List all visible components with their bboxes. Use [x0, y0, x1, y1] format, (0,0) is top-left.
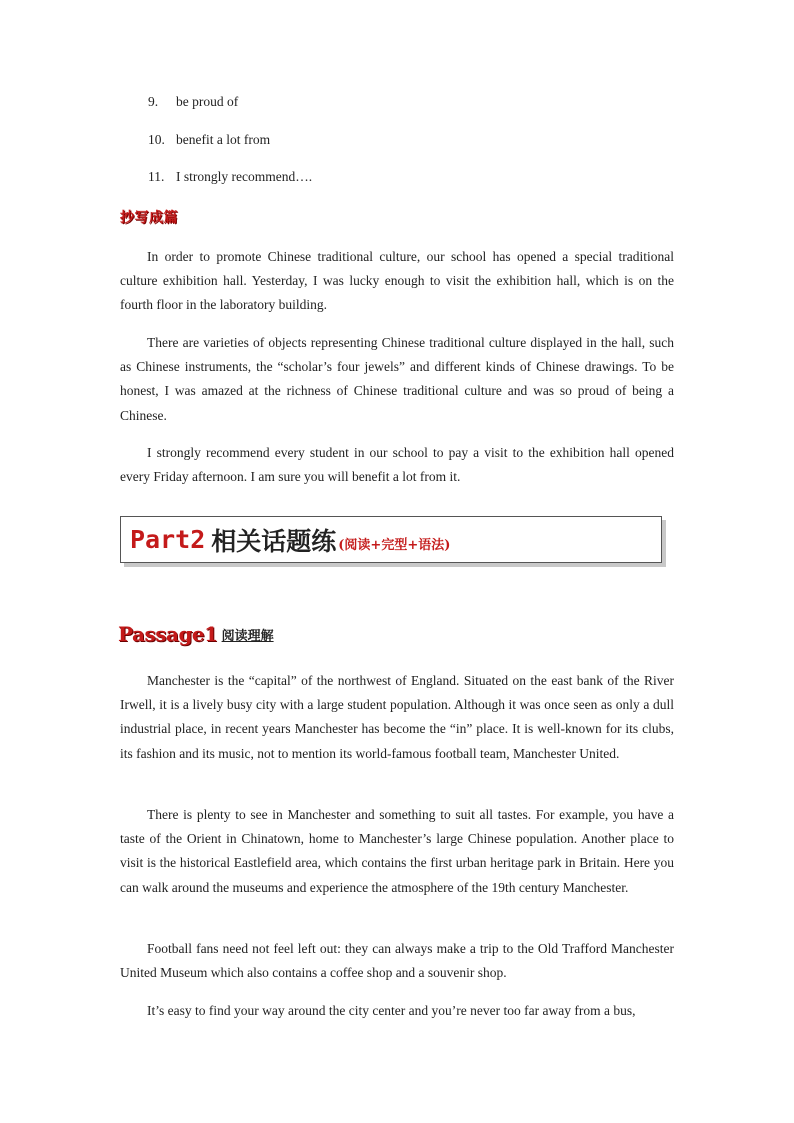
part-subtitle: (阅读+完型+语法) — [338, 538, 451, 553]
essay-paragraph: I strongly recommend every student in our school to pay a visit to the exhibition hall opened every Friday afternoon. I am sure you will benefit a lot from it. — [120, 445, 674, 485]
passage-paragraph: There is plenty to see in Manchester and something to suit all tastes. For example, you have a taste of the Orient in Chinatown, home to Manchester’s large Chinese population. Another place to visit is the historical Eastlefield area, which contains the first urban heritage park in Britain. Here you can walk around the museums and experience the atmosphere of the 19th century Manchester. — [120, 807, 674, 895]
essay-paragraph: In order to promote Chinese traditional culture, our school has opened a special traditional culture exhibition hall. Yesterday, I was lucky enough to visit the exhibition hall, which is on the fourth floor in the laboratory building. — [120, 249, 674, 313]
list-text: benefit a lot from — [176, 131, 271, 147]
part-banner — [120, 516, 662, 563]
list-item — [148, 94, 312, 132]
list-item — [148, 169, 312, 207]
essay-paragraph: There are varieties of objects representing Chinese traditional culture displayed in the hall, such as Chinese instruments, the “scholar’s four jewels” and different kinds of Chinese drawings. To be honest, I was amazed at the richness of Chinese traditional culture and was so proud of being a Chinese. — [120, 335, 674, 423]
list-number: 11. — [148, 169, 165, 184]
passage-paragraph: Manchester is the “capital” of the northwest of England. Situated on the east bank of the River Irwell, it is a lively busy city with a large student population. Although it was once seen as only a dull industrial place, in recent years Manchester has become the “in” place. It is well-known for its clubs, its fashion and its music, not to mention its world-famous football team, Manchester United. — [120, 673, 674, 761]
list-number: 10. — [148, 131, 165, 147]
list-item — [148, 132, 312, 170]
list-text: be proud of — [176, 94, 239, 109]
list-number: 9. — [148, 94, 159, 109]
copy-heading: 抄写成篇 — [120, 210, 178, 226]
passage-paragraph: Football fans need not feel left out: they can always make a trip to the Old Trafford Manchester United Museum which also contains a coffee shop and a souvenir shop. — [120, 941, 674, 981]
passage-title: Passage1 — [118, 622, 218, 646]
passage-subtitle: 阅读理解 — [221, 629, 274, 644]
part-title: Part2 — [130, 525, 206, 554]
passage-heading — [118, 622, 274, 646]
phrase-list — [148, 94, 312, 207]
passage-paragraph: It’s easy to find your way around the city center and you’re never too far away from a bus, — [147, 1003, 636, 1018]
list-text: I strongly recommend…. — [176, 169, 313, 184]
part-cn-title: 相关话题练 — [211, 526, 337, 556]
